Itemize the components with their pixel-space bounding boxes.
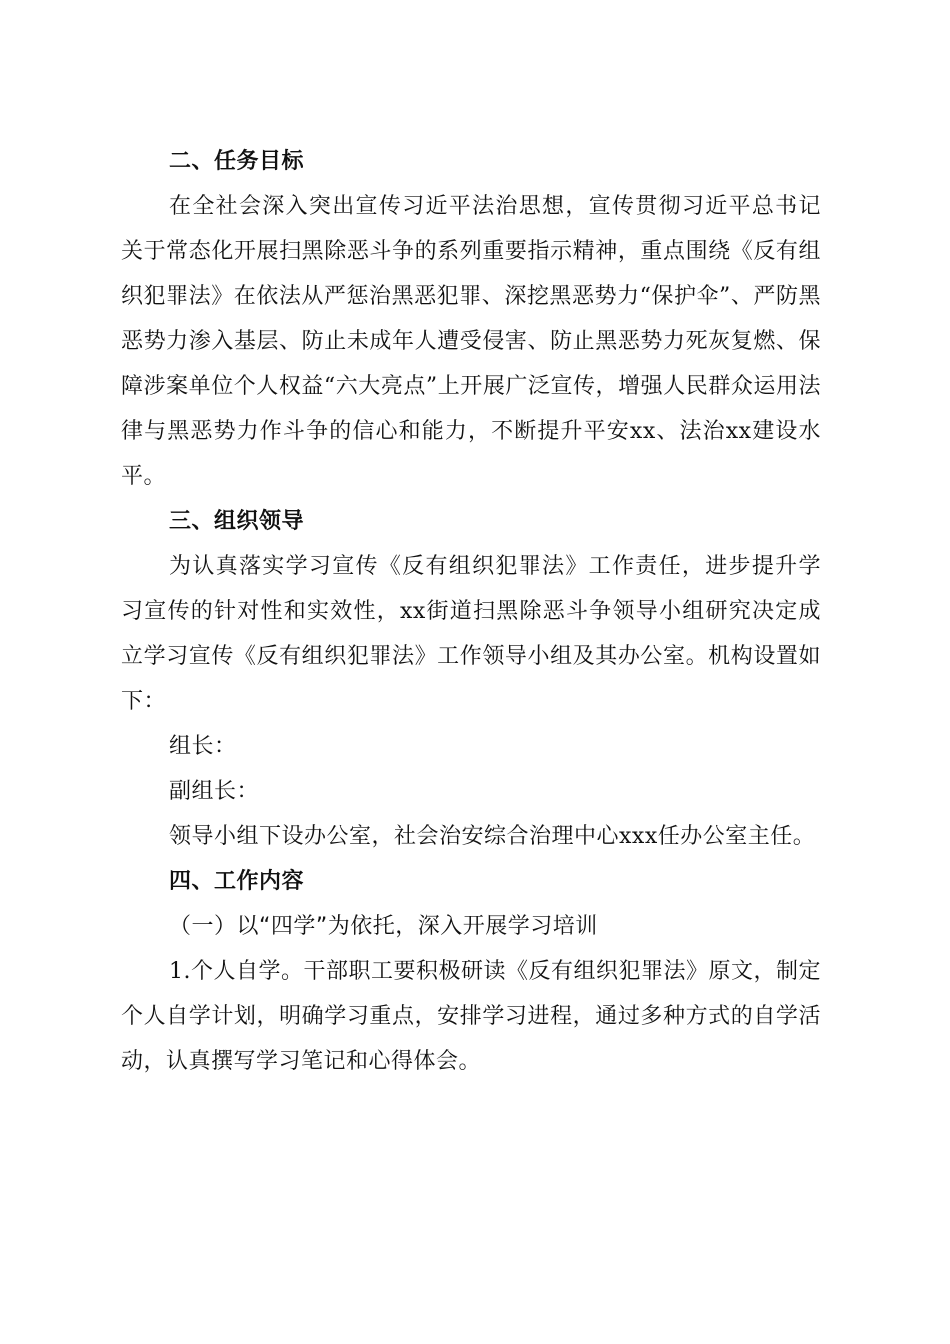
section-heading-tasks: 二、任务目标 bbox=[169, 149, 305, 174]
section-heading-work-content: 四、工作内容 bbox=[169, 869, 305, 894]
paragraph-tasks: 在全社会深入突出宣传习近平法治思想，宣传贯彻习近平总书记关于常态化开展扫黑除恶斗争的系列重要指示精神，重点围绕《反有组织犯罪法》在依法从严惩治黑恶犯罪、深挖黑恶势力“保护伞”、严防黑恶势力渗入基层、防止未成年人遭受侵害、防止黑恶势力死灰复燃、保障涉案单位个人权益“六大亮点”上开展广泛宣传，增强人民群众运用法律与黑恶势力作斗争的信心和能力，不断提升平安xx、法治xx建设水平。 bbox=[121, 194, 821, 489]
section-heading-organization: 三、组织领导 bbox=[169, 509, 305, 534]
subheading-study: （一）以“四学”为依托，深入开展学习培训 bbox=[169, 914, 598, 939]
document-page bbox=[121, 139, 821, 1084]
deputy-leader-line: 副组长： bbox=[169, 779, 260, 804]
office-paragraph: 领导小组下设办公室，社会治安综合治理中心xxx任办公室主任。 bbox=[169, 824, 816, 849]
leader-line: 组长： bbox=[169, 734, 237, 759]
paragraph-self-study: 1.个人自学。干部职工要积极研读《反有组织犯罪法》原文，制定个人自学计划，明确学习重点，安排学习进程，通过多种方式的自学活动，认真撰写学习笔记和心得体会。 bbox=[121, 959, 821, 1074]
paragraph-organization: 为认真落实学习宣传《反有组织犯罪法》工作责任，进步提升学习宣传的针对性和实效性，xx街道扫黑除恶斗争领导小组研究决定成立学习宣传《反有组织犯罪法》工作领导小组及其办公室。机构设置如下： bbox=[121, 554, 821, 714]
